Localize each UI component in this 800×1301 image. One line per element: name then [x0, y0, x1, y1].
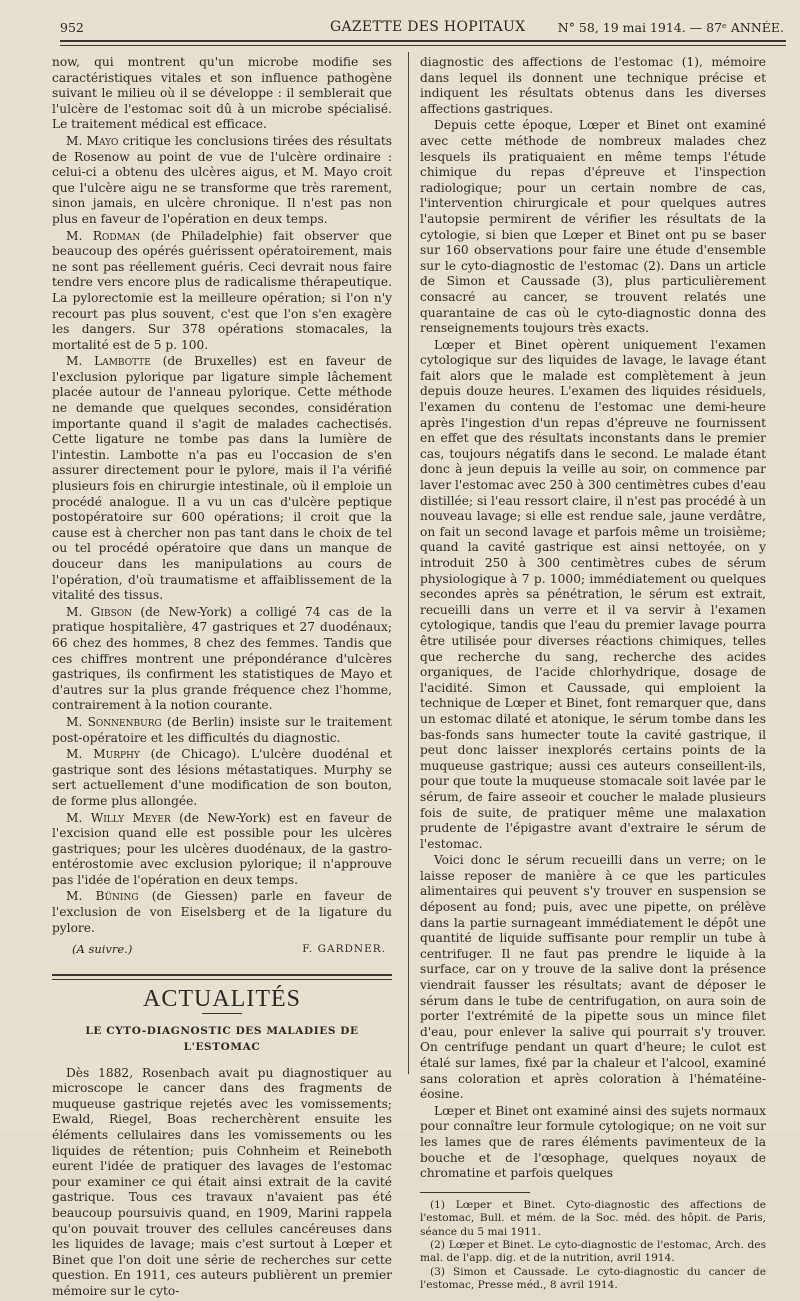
paragraph-text: (de Philadelphie) fait observer que beaucoup des opérés guérissent opératoirement, mais ne sont pas réellement guéris. Ceci devrait nous faire tendre vers encore plus de radicalisme thérapeutique. La pylorectomie est la meilleure opération; si l'on n'y recourt pas plus souvent, c'est que l'on s'en exagère les dangers. Sur 378 opérations stomacales, la mortalité est de 5 p. 100. [52, 228, 392, 352]
paragraph: Voici donc le sérum recueilli dans un verre; on le laisse reposer de manière à ce que les particules alimentaires qui peuvent s'y trouver en suspension se déposent au fond; puis, avec une pipette, on prélève dans la partie surnageant immédiatement le dépôt une quantité de liquide suffisante pour remplir un tube à centrifuger. Il ne faut pas prendre le liquide à la surface, car on y trouve de la salive dont la présence viendrait fausser les résultats; avant de déposer le sérum dans le tube de centrifugation, on aura soin de porter l'extrémité de la pipette sous un mince filet d'eau, pour enlever la salive qui pourrait s'y trouver. On centrifuge pendant un quart d'heure; le culot est étalé sur lames, fixé par la chaleur et l'alcool, examiné sans coloration et après coloration à l'hématéine-éosine. [420, 853, 766, 1102]
article-subtitle: LE CYTO-DIAGNOSTIC DES MALADIES DE L'ESTOMAC [85, 1025, 359, 1054]
paragraph-text: (de Bruxelles) est en faveur de l'exclusion pylorique par ligature simple lâchement placée autour de l'anneau pylorique. Cette méthode ne demande que quelques secondes, considération importante quand il s'agit de malades cachectisés. Cette ligature ne tombe pas dans la lumière de l'intestin. Lambotte n'a pas eu l'occasion de s'en assurer directement pour le pylore, mais il l'a vérifié plusieurs fois en chirurgie intestinale, où il emploie un procédé analogue. Il a vu un cas d'ulcère peptique postopératoire sur 600 opérations; il croit que la cause est à chercher non pas tant dans le choix de tel ou tel procédé opératoire que dans un manque de douceur dans les manipulations au cours de l'opération, d'où traumatisme et affaiblissement de la vitalité des tissus. [52, 354, 392, 603]
speaker-name: M. Sonnenburg [66, 714, 162, 729]
right-column [420, 55, 766, 1293]
page-header [60, 16, 784, 38]
article-signature [52, 942, 392, 958]
paragraph [52, 354, 392, 604]
paragraph [52, 605, 392, 714]
paragraph-text: (de New-York) a colligé 74 cas de la pratique hospitalière, 47 gastriques et 27 duodénaux; 66 chez des hommes, 8 chez des femmes. Tandis que ces chiffres montrent une prépondérance d'ulcères gastriques, ils confirment les statistiques de Mayo et d'autres sur la plus grande fréquence chez l'homme, contrairement à la notion courante. [52, 604, 392, 713]
journal-title: GAZETTE DES HOPITAUX [330, 19, 526, 35]
paragraph-text: (de Berlin) insiste sur le traitement post-opératoire et les difficultés du diagnostic. [52, 714, 392, 745]
paragraph-text: critique les conclusions tirées des résultats de Rosenow au point de vue de l'ulcère ordinaire : celui-ci a obtenu des ulcères aigus, et M. Mayo croit que l'ulcère aigu ne se transforme que très rarement, sinon jamais, en ulcère chronique. Il n'est pas non plus en faveur de l'opération en deux temps. [52, 133, 392, 226]
paragraph: diagnostic des affections de l'estomac (1), mémoire dans lequel ils donnent une technique précise et indiquent les résultats obtenus dans les diverses affections gastriques. [420, 55, 766, 116]
paragraph: Dès 1882, Rosenbach avait pu diagnostiquer au microscope le cancer dans des fragments de muqueuse gastrique rejetés avec les vomissements; Ewald, Riegel, Boas recherchèrent ensuite les éléments cellulaires dans les vomissements ou les liquides de rétention; puis Cohnheim et Reineboth eurent l'idée de pratiquer des lavages de l'estomac pour examiner ce qui était ainsi extrait de la cavité gastrique. Tous ces travaux n'avaient pas été beaucoup poursuivis quand, en 1909, Marini rappela qu'on pouvait trouver des cellules cancéreuses dans les liquides de lavage; mais c'est surtout à Lœper et Binet que l'on doit une série de recherches sur cette question. En 1911, ces auteurs publièrent un premier mémoire sur le cyto- [52, 1065, 392, 1298]
header-rule-thin [60, 45, 786, 46]
to-be-continued: (A suivre.) [72, 942, 133, 957]
footnote: (2) Lœper et Binet. Le cyto-diagnostic de l'estomac, Arch. des mal. de l'app. dig. et de la nutrition, avril 1914. [420, 1238, 766, 1265]
speaker-name: M. Willy Meyer [66, 810, 171, 825]
speaker-name: M. Rodman [66, 228, 141, 243]
left-column [52, 55, 392, 1301]
paragraph [52, 229, 392, 354]
footnote: (1) Lœper et Binet. Cyto-diagnostic des affections de l'estomac, Bull. et mém. de la Soc. méd. des hôpit. de Paris, séance du 5 mai 1911. [420, 1198, 766, 1238]
footnote: (3) Simon et Caussade. Le cyto-diagnostic du cancer de l'estomac, Presse méd., 8 avril 1914. [420, 1265, 766, 1292]
issue-info: N° 58, 19 mai 1914. — 87ᵉ ANNÉE. [557, 20, 784, 35]
header-rule [60, 40, 786, 42]
speaker-name: M. Murphy [66, 747, 140, 762]
column-divider [408, 52, 409, 1074]
title-rule [202, 1013, 242, 1014]
page-number: 952 [60, 20, 84, 35]
paragraph-text: (de Giessen) parle en faveur de l'exclusion de von Eiselsberg et de la ligature du pylore. [52, 889, 393, 935]
paragraph [52, 811, 392, 889]
paragraph [52, 889, 392, 936]
paragraph-text: (de New-York) est en faveur de l'excision quand elle est possible pour les ulcères gastriques; pour les ulcères duodénaux, de la gastro-entérostomie avec exclusion pylorique; il n'approuve pas l'idée de l'opération en deux temps. [52, 810, 392, 887]
footnote-rule [420, 1192, 530, 1193]
paragraph-text: (de Chicago). L'ulcère duodénal et gastrique sont des lésions métastatiques. Murphy se sert actuellement d'une modification de son bouton, de forme plus allongée. [52, 747, 393, 808]
speaker-name: M. Gibson [66, 604, 133, 619]
paragraph [52, 747, 392, 809]
section-divider [52, 974, 392, 980]
paragraph: Lœper et Binet ont examiné ainsi des sujets normaux pour connaître leur formule cytologique; on ne voit sur les lames que de rares éléments pavimenteux de la bouche et de l'œsophage, quelques noyaux de chromatine et parfois quelques [420, 1103, 766, 1181]
author-name: F. GARDNER. [302, 943, 386, 956]
paragraph: Lœper et Binet opèrent uniquement l'examen cytologique sur des liquides de lavage, le lavage étant fait alors que le malade est complètement à jeun depuis douze heures. L'examen des liquides résiduels, l'examen du contenu de l'estomac une demi-heure après l'ingestion d'un repas d'épreuve ne fournissent en effet que des résultats inconstants dans le premier cas, toujours négatifs dans le second. Le malade étant donc à jeun depuis la veille au soir, on commence par laver l'estomac avec 250 à 300 centimètres cubes d'eau distillée; si l'eau ressort claire, il n'est pas procédé à un nouveau lavage; si elle est rendue sale, jaune verdâtre, on fait un second lavage et parfois même un troisième; quand la cavité gastrique est ainsi nettoyée, on y introduit 250 à 300 centimètres cubes de sérum physiologique à 7 p. 1000; immédiatement ou quelques secondes après sa pénétration, le sérum est extrait, recueilli dans un verre et il va servir à l'examen cytologique, tandis que l'eau du premier lavage pourra être utilisée pour diverses réactions chimiques, telles que recherche du sang, recherche des acides organiques, de l'acide chlorhydrique, dosage de l'acidité. Simon et Caussade, qui emploient la technique de Lœper et Binet, font remarquer que, dans un estomac dilaté et atonique, le sérum tombe dans les bas-fonds sans humecter toute la cavité gastrique, il peut donc laisser inexplorés certains points de la muqueuse gastrique; aussi ces auteurs conseillent-ils, pour que toute la muqueuse stomacale soit lavée par le sérum, de faire asseoir et coucher le malade plusieurs fois de suite, de pratiquer même une malaxation prudente de l'épigastre avant d'extraire le sérum de l'estomac. [420, 337, 766, 851]
paragraph [52, 134, 392, 228]
speaker-name: M. Mayo [66, 133, 119, 148]
paragraph: now, qui montrent qu'un microbe modifie ses caractéristiques vitales et son influence pathogène suivant le milieu où il se développe : il semblerait que l'ulcère de l'estomac soit dû à un microbe spécialisé. Le traitement médical est efficace. [52, 55, 392, 132]
paragraph [52, 715, 392, 746]
speaker-name: M. Lambotte [66, 354, 151, 369]
speaker-name: M. Büning [66, 889, 139, 904]
section-title: ACTUALITÉS [143, 985, 301, 1012]
paragraph: Depuis cette époque, Lœper et Binet ont examiné avec cette méthode de nombreux malades chez lesquels ils pratiquaient en même temps l'étude chimique du repas d'épreuve et l'inspection radiologique; pour un certain nombre de cas, l'intervention chirurgicale et pour quelques autres l'autopsie permirent de vérifier les résultats de la cytologie, si bien que Lœper et Binet ont pu se baser sur 160 observations pour faire une étude d'ensemble sur le cyto-diagnostic de l'estomac (2). Dans un article de Simon et Caussade (3), plus particulièrement consacré au cancer, se trouvent relatés une quarantaine de cas où le cyto-diagnostic donna des renseignements toujours très exacts. [420, 118, 766, 336]
